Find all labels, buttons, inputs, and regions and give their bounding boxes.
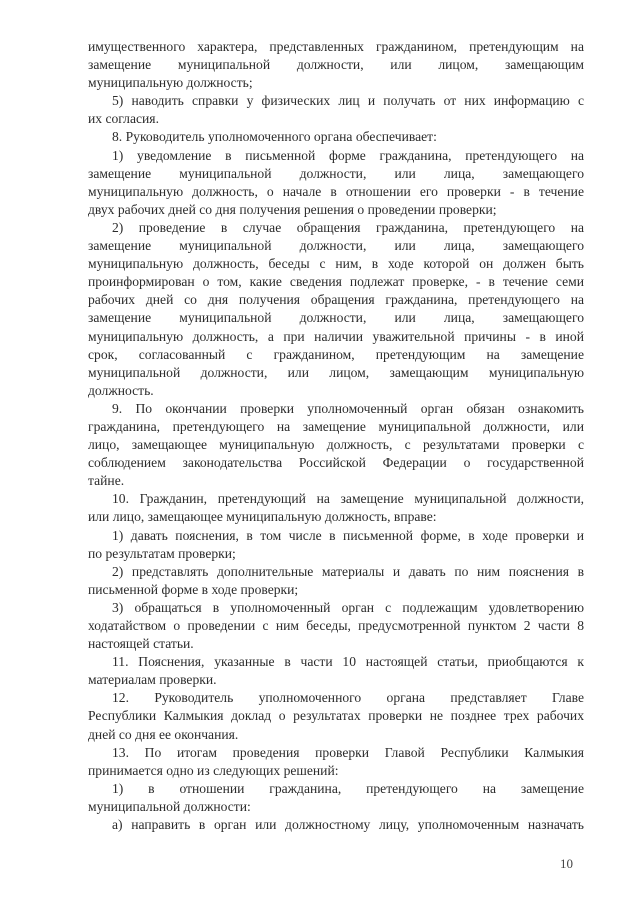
text-line: ходатайством о проведении с ним беседы, предусмотренной пунктом 2 части 8 (88, 618, 584, 633)
text-line: 5) наводить справки у физических лиц и получать от них информацию с (112, 93, 584, 109)
text-line: 1) в отношении гражданина, претендующего на замещение (112, 780, 584, 796)
text-line: рабочих дней со дня получения обращения гражданина, претендующего на (88, 292, 584, 308)
text-line: а) направить в орган или должностному лицу, уполномоченным назначать (112, 817, 584, 833)
text-line: замещение муниципальной должности, или лица, замещающего (88, 165, 584, 181)
text-line: должность. (88, 382, 154, 398)
text-line: муниципальной должности: (88, 798, 251, 814)
text-line: 1) давать пояснения, в том числе в письменной форме, в ходе проверки и (112, 527, 584, 543)
text-line: двух рабочих дней со дня получения решения о проведении проверки; (88, 201, 497, 217)
text-line: принимается одно из следующих решений: (88, 762, 339, 778)
text-line: муниципальной должности, или лицом, замещающим муниципальную (88, 364, 584, 380)
text-line: 10. Гражданин, претендующий на замещение муниципальной должности, (112, 491, 584, 507)
text-line: Республики Калмыкия доклад о результатах проверки не позднее трех рабочих (88, 708, 584, 724)
text-line: 9. По окончании проверки уполномоченный орган обязан ознакомить (112, 400, 584, 416)
text-line: письменной форме в ходе проверки; (88, 581, 299, 597)
text-line: соблюдением законодательства Российской Федерации о государственной (88, 455, 584, 471)
text-line: 2) проведение в случае обращения гражданина, претендующего на (112, 219, 584, 235)
text-line: их согласия. (88, 111, 159, 127)
text-line: или лицо, замещающее муниципальную должность, вправе: (88, 509, 437, 525)
page-number: 10 (560, 856, 573, 871)
text-line: муниципальную должность, а при наличии уважительной причины - в иной (88, 328, 584, 344)
text-line: дней со дня ее окончания. (88, 726, 239, 742)
document-page (88, 38, 584, 834)
text-line: 11. Пояснения, указанные в части 10 настоящей статьи, приобщаются к (112, 654, 584, 670)
text-line: муниципальную должность; (88, 75, 253, 91)
text-line: 12. Руководитель уполномоченного органа представляет Главе (112, 690, 584, 706)
text-line: срок, согласованный с гражданином, претендующим на замещение (88, 346, 584, 362)
text-line: 1) уведомление в письменной форме гражданина, претендующего на (112, 147, 584, 163)
text-line: 8. Руководитель уполномоченного органа обеспечивает: (112, 129, 437, 145)
text-line: настоящей статьи. (88, 636, 194, 652)
text-line: лицо, замещающее муниципальную должность, с результатами проверки с (88, 437, 584, 453)
text-line: тайне. (88, 473, 125, 489)
text-line: гражданина, претендующего на замещение муниципальной должности, или (88, 418, 584, 434)
text-line: замещение муниципальной должности, или лица, замещающего (88, 238, 584, 254)
text-line: муниципальную должность, о начале в отношении его проверки - в течение (88, 183, 584, 199)
text-line: проинформирован о том, какие сведения подлежат проверке, - в течение семи (88, 274, 584, 290)
text-line: замещение муниципальной должности, или лица, замещающего (88, 310, 584, 326)
text-line: имущественного характера, представленных гражданином, претендующим на (88, 39, 584, 54)
text-line: 13. По итогам проведения проверки Главой Республики Калмыкия (112, 744, 584, 760)
text-line: 2) представлять дополнительные материалы и давать по ним пояснения в (112, 563, 584, 579)
text-line: замещение муниципальной должности, или лицом, замещающим (88, 57, 584, 73)
text-line: материалам проверки. (88, 672, 217, 688)
text-line: муниципальную должность, беседы с ним, в ходе которой он должен быть (88, 256, 584, 272)
text-line: 3) обращаться в уполномоченный орган с подлежащим удовлетворению (112, 599, 584, 615)
text-line: по результатам проверки; (88, 545, 236, 561)
